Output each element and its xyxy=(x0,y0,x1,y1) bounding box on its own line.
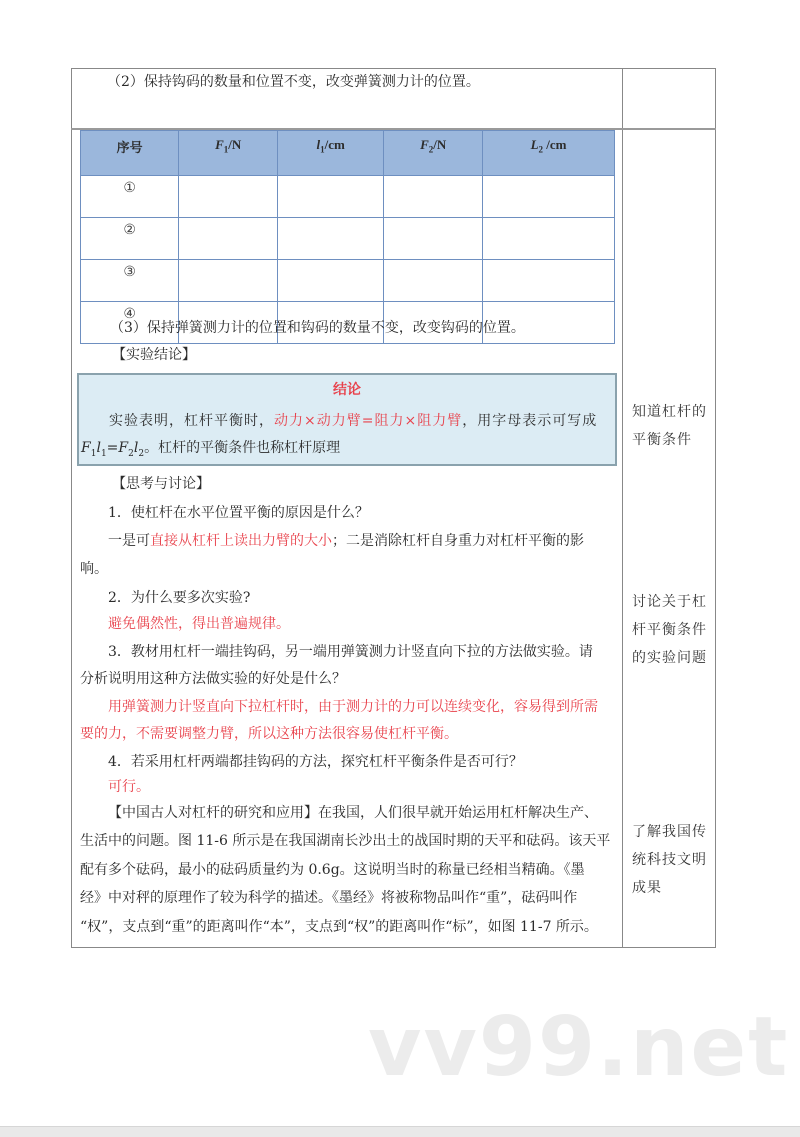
conclusion-line-1 xyxy=(109,411,597,431)
col-header-l2: $L_2$ /cm xyxy=(483,131,615,176)
cell-f2 xyxy=(384,218,483,260)
question-1: 1．使杠杆在水平位置平衡的原因是什么？ xyxy=(108,505,369,521)
cell-l1 xyxy=(278,260,384,302)
answer-4: 可行。 xyxy=(108,779,150,795)
step-2-text: （2）保持钩码的数量和位置不变，改变弹簧测力计的位置。 xyxy=(107,74,480,90)
cell-l2 xyxy=(483,218,615,260)
history-line-1: 【中国古人对杠杆的研究和应用】在我国，人们很早就开始运用杠杆解决生产、 xyxy=(108,805,598,821)
question-4: 4．若采用杠杆两端都挂钩码的方法，探究杠杆平衡条件是否可行？ xyxy=(108,754,523,770)
conclusion-formula-words: 动力×动力臂=阻力×阻力臂 xyxy=(274,413,463,429)
side-note-discussion: 讨论关于杠 杆平衡条件 的实验问题 xyxy=(632,594,707,666)
cell-f1 xyxy=(179,260,278,302)
table-row xyxy=(81,260,615,302)
row-index: ① xyxy=(81,176,179,218)
question-3-line-1: 3．教材用杠杆一端挂钩码，另一端用弹簧测力计竖直向下拉的方法做实验。请 xyxy=(108,644,593,660)
conclusion-title: 结论 xyxy=(333,382,361,398)
cell-l2 xyxy=(483,176,615,218)
cell-f1 xyxy=(179,176,278,218)
step-3-text: （3）保持弹簧测力计的位置和钩码的数量不变，改变钩码的位置。 xyxy=(110,320,525,336)
table-row xyxy=(81,218,615,260)
answer-1 xyxy=(108,531,584,551)
cell-f1 xyxy=(179,218,278,260)
column-divider xyxy=(622,68,623,948)
conclusion-principle: 。杠杆的平衡条件也称杠杆原理 xyxy=(144,440,341,456)
watermark: vv99.net xyxy=(368,1000,790,1095)
table-header-row xyxy=(81,131,615,176)
experiment-data-table xyxy=(80,130,615,344)
row-index: ④ xyxy=(81,302,179,344)
cell-f2 xyxy=(384,176,483,218)
conclusion-heading: 【实验结论】 xyxy=(112,347,196,363)
answer-1-suffix: ；二是消除杠杆自身重力对杠杆平衡的影 xyxy=(332,533,584,549)
row-index: ② xyxy=(81,218,179,260)
conclusion-prefix: 实验表明，杠杆平衡时， xyxy=(109,413,274,429)
answer-2: 避免偶然性，得出普遍规律。 xyxy=(108,616,290,632)
discussion-heading: 【思考与讨论】 xyxy=(112,476,210,492)
question-2: 2．为什么要多次实验? xyxy=(108,590,251,606)
col-header-index: 序号 xyxy=(81,131,179,176)
cell-l2 xyxy=(483,260,615,302)
table-row xyxy=(81,176,615,218)
history-line-5: “权”，支点到“重”的距离叫作“本”，支点到“权”的距离叫作“标”，如图 11-7 所示。 xyxy=(80,919,598,935)
col-header-l1: $l_1/cm$ xyxy=(278,131,384,176)
col-header-f2: $F_2/N$ xyxy=(384,131,483,176)
conclusion-formula: $F_1l_1=F_2l_2$ xyxy=(81,440,145,459)
col-header-f1: $F_1/N$ xyxy=(179,131,278,176)
history-line-3: 配有多个砝码，最小的砝码质量约为 0.6g。这说明当时的称量已经相当精确。《墨 xyxy=(80,862,585,878)
conclusion-line-2 xyxy=(81,438,340,464)
answer-1-prefix: 一是可 xyxy=(108,533,150,549)
cell-l1 xyxy=(278,218,384,260)
answer-3-line-1: 用弹簧测力计竖直向下拉杠杆时，由于测力计的力可以连续变化，容易得到所需 xyxy=(108,699,598,715)
side-note-balance-condition: 知道杠杆的 平衡条件 xyxy=(632,404,707,448)
side-note-history: 了解我国传 统科技文明 成果 xyxy=(632,824,707,896)
page-bottom-edge xyxy=(0,1126,800,1137)
cell-l1 xyxy=(278,176,384,218)
question-3-line-2: 分析说明用这种方法做实验的好处是什么？ xyxy=(80,671,346,687)
history-line-4: 经》中对秤的原理作了较为科学的描述。《墨经》将被称物品叫作“重”，砝码叫作 xyxy=(80,890,578,906)
history-line-2: 生活中的问题。图 11-6 所示是在我国湖南长沙出土的战国时期的天平和砝码。该天平 xyxy=(80,833,611,849)
answer-3-line-2: 要的力，不需要调整力臂，所以这种方法很容易使杠杆平衡。 xyxy=(80,726,458,742)
row-index: ③ xyxy=(81,260,179,302)
conclusion-suffix: ，用字母表示可写成 xyxy=(462,413,598,429)
cell-f2 xyxy=(384,260,483,302)
conclusion-box xyxy=(77,373,617,466)
answer-1-highlight: 直接从杠杆上读出力臂的大小 xyxy=(150,533,332,549)
answer-1-continued: 响。 xyxy=(80,561,108,577)
